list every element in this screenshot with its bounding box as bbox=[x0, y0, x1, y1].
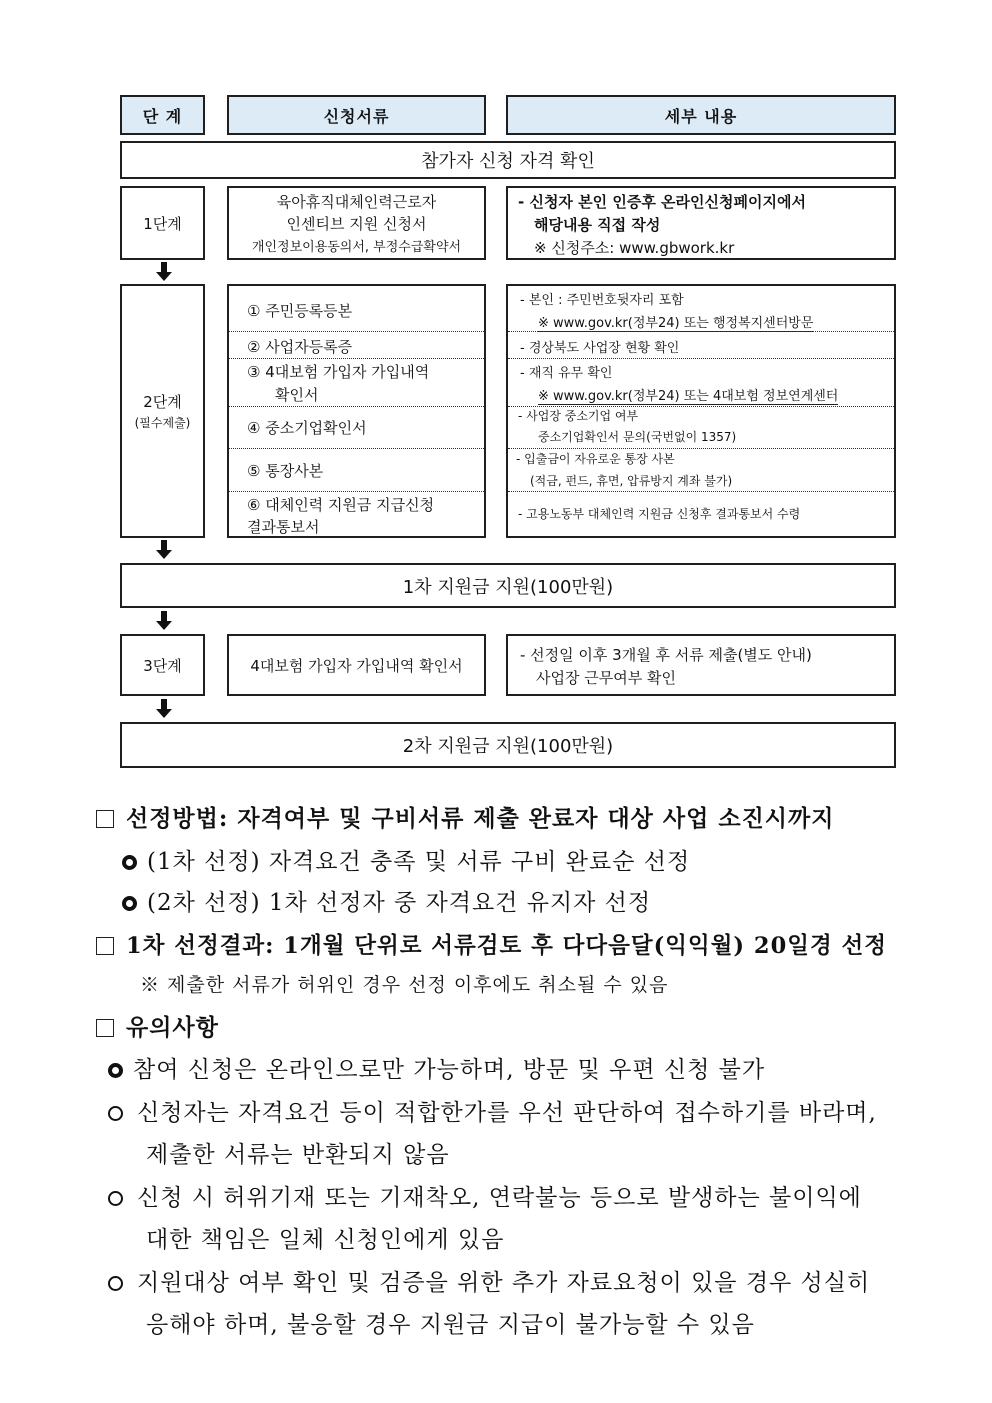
stage1-details bbox=[506, 186, 896, 260]
hollow-circle-bullet-icon bbox=[108, 1191, 123, 1206]
row-divider bbox=[508, 331, 894, 332]
stage2-detail-3-link: ※ www.gov.kr(정부24) 또는 4대보험 정보연계센터 bbox=[538, 385, 838, 405]
stage2-detail-4-note: 중소기업확인서 문의(국번없이 1357) bbox=[538, 430, 737, 444]
notes-item-3: 신청 시 허위기재 또는 기재착오, 연락불능 등으로 발생하는 불이익에 bbox=[108, 1179, 862, 1212]
stage2-detail-1: - 본인 : 주민번호뒷자리 포함 bbox=[520, 293, 684, 308]
stage2-detail-2: - 경상북도 사업장 현황 확인 bbox=[520, 341, 680, 356]
stage2-doc-3-cont: 확인서 bbox=[275, 386, 319, 404]
stage1-detail-line1: - 신청자 본인 인증후 온라인신청페이지에서 bbox=[518, 193, 806, 211]
row-divider bbox=[229, 406, 484, 407]
stage2-detail-3: - 재직 유무 확인 bbox=[520, 366, 613, 381]
stage1-detail-line2: 해당내용 직접 작성 bbox=[534, 216, 661, 234]
stage1-doc-line1: 육아휴직대체인력근로자 bbox=[276, 193, 437, 211]
stage2-doc-3: ③ 4대보험 가입자 가입내역 bbox=[247, 363, 430, 381]
selection-method-item-2: (2차 선정) 1차 선정자 중 자격요건 유지자 선정 bbox=[122, 884, 651, 917]
filled-circle-bullet-icon bbox=[108, 1063, 123, 1078]
stage2-doc-4: ④ 중소기업확인서 bbox=[247, 419, 367, 437]
stage2-label-text: 2단계 bbox=[143, 393, 182, 411]
hollow-circle-bullet-icon bbox=[108, 1106, 123, 1121]
selection-method-heading: 선정방법: 자격여부 및 구비서류 제출 완료자 대상 사업 소진시까지 bbox=[96, 800, 834, 833]
down-arrow-icon bbox=[156, 540, 172, 560]
stage2-doc-6-cont: 결과통보서 bbox=[247, 518, 320, 536]
stage2-documents bbox=[227, 284, 486, 538]
hollow-circle-bullet-icon bbox=[108, 1276, 123, 1291]
stage3-document: 4대보험 가입자 가입내역 확인서 bbox=[227, 634, 486, 696]
stage2-detail-1-link: ※ www.gov.kr(정부24) 또는 행정복지센터방문 bbox=[538, 312, 813, 332]
stage1-detail-url: ※ 신청주소: www.gbwork.kr bbox=[534, 239, 735, 257]
stage2-sublabel: (필수제출) bbox=[134, 416, 191, 430]
stage1-label: 1단계 bbox=[120, 186, 205, 260]
row-divider bbox=[508, 358, 894, 359]
notes-item-4: 지원대상 여부 확인 및 검증을 위한 추가 자료요청이 있을 경우 성실히 bbox=[108, 1264, 870, 1297]
stage1-doc-line2: 인센티브 지원 신청서 bbox=[286, 215, 427, 233]
notes-item-3-cont: 대한 책임은 일체 신청인에게 있음 bbox=[146, 1227, 505, 1253]
stage3-label: 3단계 bbox=[120, 634, 205, 696]
row-divider bbox=[229, 491, 484, 492]
row-divider bbox=[229, 448, 484, 449]
first-result-note: ※ 제출한 서류가 허위인 경우 선정 이후에도 취소될 수 있음 bbox=[140, 974, 669, 996]
notes-item-4-cont: 응해야 하며, 불응할 경우 지원금 지급이 불가능할 수 있음 bbox=[146, 1312, 755, 1338]
stage2-doc-2: ② 사업자등록증 bbox=[247, 338, 353, 356]
down-arrow-icon bbox=[156, 699, 172, 719]
notes-item-2-cont: 제출한 서류는 반환되지 않음 bbox=[146, 1142, 450, 1168]
down-arrow-icon bbox=[156, 262, 172, 282]
stage1-doc-line3: 개인정보이용동의서, 부정수급확약서 bbox=[251, 240, 462, 255]
stage2-doc-1: ① 주민등록등본 bbox=[247, 302, 353, 320]
stage2-detail-5: - 입출금이 자유로운 통장 사본 bbox=[516, 452, 675, 466]
stage1-documents bbox=[227, 186, 486, 260]
row-divider bbox=[229, 358, 484, 359]
stage2-doc-5: ⑤ 통장사본 bbox=[247, 462, 324, 480]
notes-heading: 유의사항 bbox=[96, 1009, 219, 1042]
row-divider bbox=[508, 491, 894, 492]
checkbox-square-icon bbox=[96, 1019, 114, 1037]
header-stage: 단 계 bbox=[120, 95, 205, 135]
stage2-doc-6: ⑥ 대체인력 지원금 지급신청 bbox=[247, 496, 435, 514]
first-payment-banner: 1차 지원금 지원(100만원) bbox=[120, 563, 896, 608]
stage2-details bbox=[506, 284, 896, 538]
notes-item-1: 참여 신청은 온라인으로만 가능하며, 방문 및 우편 신청 불가 bbox=[108, 1051, 765, 1084]
checkbox-square-icon bbox=[96, 937, 114, 955]
checkbox-square-icon bbox=[96, 810, 114, 828]
header-details: 세부 내용 bbox=[506, 95, 896, 135]
first-result-heading: 1차 선정결과: 1개월 단위로 서류검토 후 다다음달(익익월) 20일경 선정 bbox=[96, 928, 887, 960]
stage2-detail-6: - 고용노동부 대체인력 지원금 신청후 결과통보서 수령 bbox=[518, 507, 801, 521]
row-divider bbox=[229, 331, 484, 332]
stage3-detail-line2: 사업장 근무여부 확인 bbox=[536, 669, 676, 687]
stage2-detail-5-note: (적금, 펀드, 휴면, 압류방지 계좌 불가) bbox=[530, 474, 733, 488]
selection-method-item-1: (1차 선정) 자격요건 충족 및 서류 구비 완료순 선정 bbox=[122, 843, 690, 876]
down-arrow-icon bbox=[156, 611, 172, 631]
filled-circle-bullet-icon bbox=[122, 896, 137, 911]
header-documents: 신청서류 bbox=[227, 95, 486, 135]
filled-circle-bullet-icon bbox=[122, 855, 137, 870]
notes-item-2: 신청자는 자격요건 등이 적합한가를 우선 판단하여 접수하기를 바라며, bbox=[108, 1094, 877, 1127]
second-payment-banner: 2차 지원금 지원(100만원) bbox=[120, 722, 896, 768]
stage3-detail-line1: - 선정일 이후 3개월 후 서류 제출(별도 안내) bbox=[520, 646, 812, 664]
stage2-label bbox=[120, 284, 205, 538]
stage2-detail-4: - 사업장 중소기업 여부 bbox=[518, 409, 639, 423]
eligibility-banner: 참가자 신청 자격 확인 bbox=[120, 141, 896, 179]
stage3-details bbox=[506, 634, 896, 696]
row-divider bbox=[508, 448, 894, 449]
